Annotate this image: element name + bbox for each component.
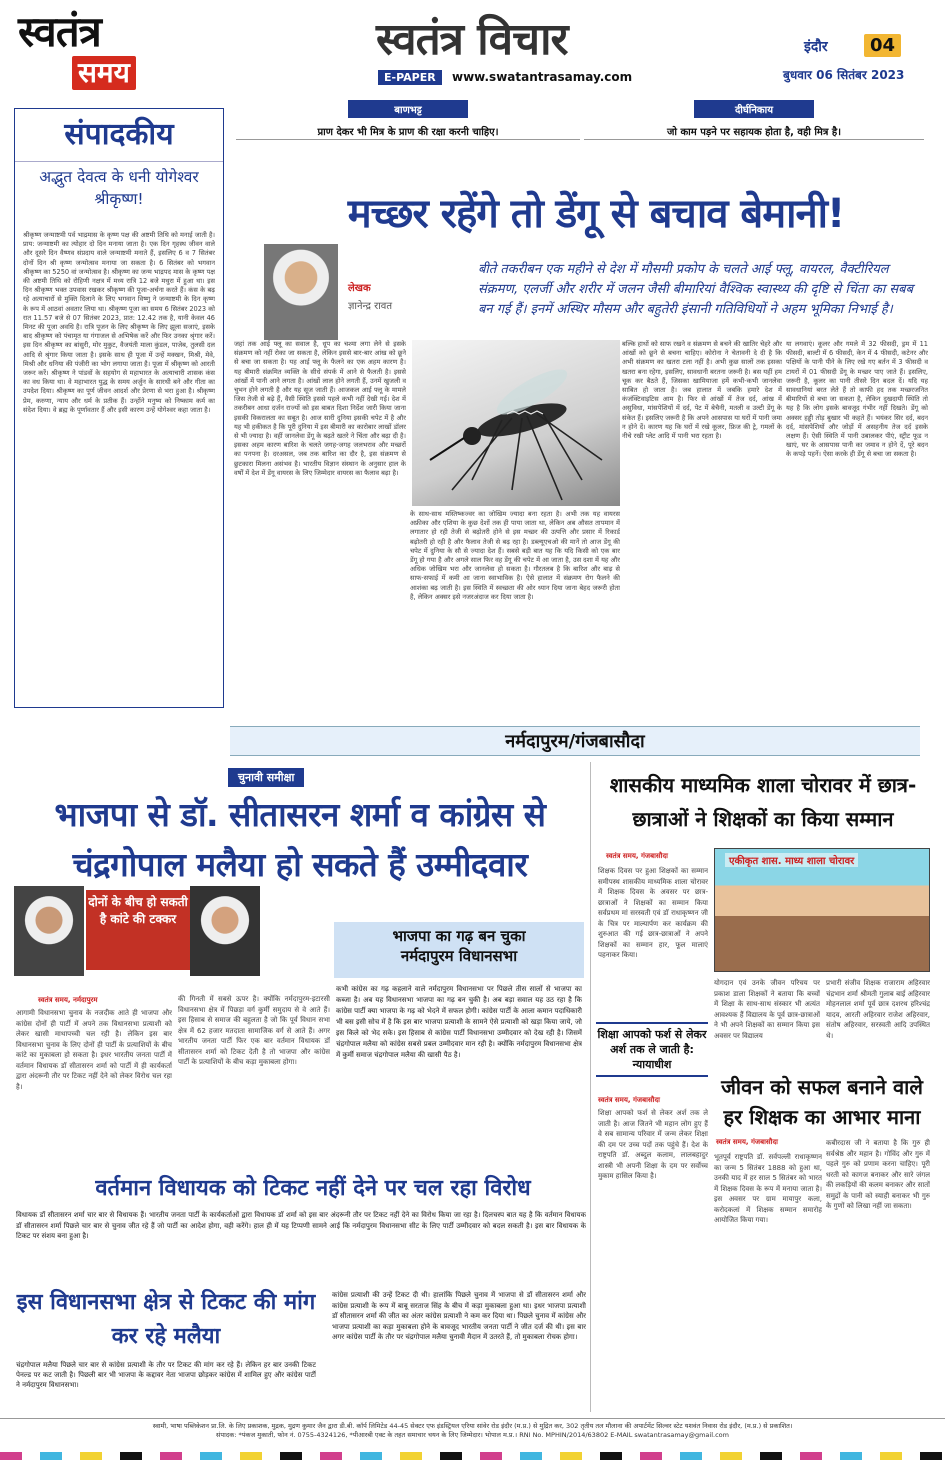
quote-source: बाणभट्ट (348, 100, 468, 118)
color-registration-marks (0, 1452, 945, 1460)
highlight-box: दोनों के बीच हो सकती है कांटे की टक्कर (86, 890, 190, 970)
quote-source: दीर्घनिकाय (694, 100, 814, 118)
site-url-link[interactable]: www.swatantrasamay.com (452, 70, 633, 84)
quote-right (584, 100, 924, 140)
article-body: कभी कांग्रेस का गढ़ कहलाने वाले नर्मदापुरम विधानसभा पर पिछले तीस सालों से भाजपा का कब्जा है। अब यह विधानसभा भाजपा का गढ़ बन चुकी है। अब बड़ा सवाल यह उठ रहा है कि कांग्रेस पार्टी क्या भाजपा के गढ़ को भेदने में सफल होगी। कांग्रेस पार्टी के आला कमान पदाधिकारी भी बस इसी सोच में है कि इस बार भाजपा प्रत्याशी के सामने ऐसे प्रत्याशी को खड़ा किया जाये, जो इस किले को भेद सके। इस हिसाब से कांग्रेस पार्टी विधानसभा उम्मीदवार को देख रही है। जिसमें चंद्रगोपाल मलैया को कांग्रेस सबसे प्रबल उम्मीदवार मान रही है। क्योंकि नर्मदापुरम विधानसभा क्षेत्र में कुर्मी समाज चंद्रगोपाल मलैया की खासी पैठ है। (336, 985, 582, 1059)
byline: स्वतंत्र समय, गंजबासौदा (716, 1138, 778, 1146)
headline-line: भाजपा से डॉ. सीतासरन शर्मा व कांग्रेस से (54, 795, 546, 834)
imprint-footer (0, 1418, 945, 1444)
article-column: शिक्षक दिवस पर हुआ शिक्षकों का सम्मान समीपस्थ शासकीय माध्यमिक शाला चोरावर में शिक्षक दिवस के अवसर पर छात्र-छात्राओं ने शिक्षकों का सम्मान किया सर्वप्रथम मां सरस्वती एवं डॉ राधाकृष्णन जी के चित्र पर माल्यार्पण कर कार्यक्रम की शुरुआत की गई छात्र-छात्राओं ने अपने शिक्षकों का सम्मान हार, फूल मालाएं पहनाकर किया। (598, 867, 708, 959)
subheadline: वर्तमान विधायक को टिकट नहीं देने पर चल रहा विरोध (95, 1176, 531, 1201)
brand-logo (18, 8, 168, 96)
brand-name-top: स्वतंत्र (18, 7, 101, 56)
subheadline: जीवन को सफल बनाने वाले हर शिक्षक का आभार माना (721, 1075, 923, 1129)
school-headline: शासकीय माध्यमिक शाला चोरावर में छात्र-छात्राओं ने शिक्षकों का किया सम्मान (609, 773, 917, 831)
imprint-line: संपादक: *पंकज मुकाती, फोन नं. 0755-4324126, *पीआरबी एक्ट के तहत समाचार चयन के लिए जिम्मेदार। भोपाल म.प्र.। RNI No. MPHIN/2014/63802 E-MAIL swatantrasamay@gmail.com (216, 1431, 729, 1439)
imprint-line: स्वामी, भाषा पब्लिकेशन प्रा.लि. के लिए प्रकाशक, मुद्रक, मुद्रण कुमार जैन द्वारा डी.बी. कॉर्प लिमिटेड 44-45 सेक्टर एफ इंडस्ट्रियल एरिया सांवेर रोड इंदौर (म.प्र.) से मुद्रित कर, 302 तृतीय तल मौलाना की अपार्टमेंट सिल्वर स्टेट यशवंत निवास रोड इंदौर, (म.प्र.) से प्रकाशित। (152, 1422, 793, 1430)
subheadline: इस विधानसभा क्षेत्र से टिकट की मांग कर रहे मलैया (16, 1290, 316, 1349)
article-column: प्रभारी संजीव शिक्षक राजाराम अहिरवार चंद्रभान शर्मा श्रीमती गुलाब बाई अहिरवार मोहनलाल शर्मा पूर्व छात्र दशरथ हरिश्चंद्र यादव, आरती अहिरवार राजेश अहिरवार, संतोष अहिरवार, सरस्वती आदि उपस्थित थे। (826, 979, 930, 1040)
subhead-line: नर्मदापुरम विधानसभा (400, 947, 518, 965)
main-headline: मच्छर रहेंगे तो डेंगू से बचाव बेमानी! (347, 191, 845, 237)
editorial-title: अद्भुत देवत्व के धनी योगेश्वर श्रीकृष्ण! (15, 161, 223, 210)
quote-headline: शिक्षा आपको फर्श से लेकर अर्श तक ले जाती है: न्यायाधीश (596, 1022, 708, 1077)
main-deck: बीते तकरीबन एक महीने से देश में मौसमी प्रकोप के चलते आई फ्लू, वायरल, वैक्टीरियल संक्रमण, एलर्जी और शरीर में जलन जैसी बीमारियां वैश्विक स्वास्थ्य की दृष्टि से चिंता का सबब बन गई हैं। इनमें अस्थिर मौसम और बहुतेरी इंसानी गतिविधियों ने अहम भूमिका निभाई है। (478, 262, 914, 317)
mosquito-photo (412, 340, 620, 506)
author-photo (264, 244, 338, 340)
article-column: योगदान एवं उनके जीवन परिचय पर प्रकाश डाला शिक्षकों ने बताया कि बच्चों में शिक्षा के साथ-साथ संस्कार भी अत्यंत आवश्यक हैं विद्यालय के पूर्व छात्र-छात्राओं ने भी अपने शिक्षकों का सम्मान किया इस अवसर पर विद्यालय (714, 979, 820, 1040)
article-column: भूतपूर्व राष्ट्रपति डॉ. सर्वपल्ली राधाकृष्णन का जन्म 5 सितंबर 1888 को हुआ था, उनकी याद में हर साल 5 सितंबर को भारत में शिक्षक दिवस के रूप में मनाया जाता है। इस अवसर पर ग्राम मायापुर कला, करोदकलां में शिक्षक सम्मान समारोह आयोजित किया गया। (714, 1153, 822, 1224)
page-title: स्वतंत्र विचार (376, 14, 568, 65)
article-body: विधायक डॉ सीतासरन शर्मा चार बार से विधायक हैं। भारतीय जनता पार्टी के कार्यकर्ताओं द्वारा विधायक डॉ शर्मा को इस बार अंदरूनी तौर पर टिकट नहीं देने का विरोध किया जा रहा है। दिलचस्प बात यह है कि वर्तमान विधायक डॉ सीतासरन शर्मा पिछले चार बार से चुनाव जीत रहे हैं जो पार्टी का आदेश होगा, वही करेंगे। हाल ही में यह टिप्पणी सामने आई कि नर्मदापुरम विधानसभा सीट के लिए पार्टी उम्मीदवार को बदल सकती है। इस बार विधायक के टिकट पर संशय बना हुआ है। (16, 1211, 586, 1240)
school-photo (714, 848, 930, 972)
brand-name-bottom: समय (72, 56, 136, 90)
subhead-box (334, 922, 584, 978)
article-column: जहां तक आई फ्लू का सवाल है, धूप का चश्मा लगा लेने से इसके संक्रमण को नहीं रोका जा सकता है, लेकिन इससे बार-बार आंख को छूने से बचा जा सकता है। यह आई फ्लू के फैलने का एक अहम कारण है। यह बीमारी संक्रमित व्यक्ति के सीधे संपर्क में आने से फैलती है। इससे आंखों में पानी आने लगता है। आंखों लाल होने लगती हैं, उनमें खुजली व चुभन होने लगती है और यह सूज जाती हैं। आजकल आई फ्लू के मामले जिस तेजी से बढ़े हैं, वैसी स्थिति इससे पहले कभी नहीं देखी गई। देश में तकरीबन आधा दर्जन राज्यों को इस बाबत दिशा निर्देश जारी किया जाना इसकी विकरालता का सबूत है। आज सारी दुनिया इसकी चपेट में है और यह भी हकीकत है कि पूरी दुनिया में इस बीमारी का कारोबार लाखों डॉलर से भी ज्यादा है। वहीं जानलेवा डेंगू के बढ़ते खतरे ने चिंता और बढ़ा दी है। इसका अहम कारण बारिश के चलते जगह-जगह जलभराव और मच्छरों का पनपना है। दरअसल, जब तक बारिश का दौर है, इस संक्रमण से छुटकारा मिलना असंभव है। भारतीय विज्ञान संस्थान के अनुसार हाल के वर्षों में देश में डेंगू वायरस के लिए जिम्मेदार वायरस का फैलाव बढ़ा है। (234, 340, 406, 477)
article-body: कांग्रेस प्रत्याशी की उन्हें टिकट दी थी। हालांकि पिछले चुनाव में भाजपा से डॉ सीतासरन शर्मा और कांग्रेस प्रत्याशी के रूप में बाबू सरताज सिंह के बीच में कड़ा मुकाबला हुआ था। इधर भाजपा प्रत्याशी डॉ सीतासरन शर्मा की जीत का अंतर कांग्रेस प्रत्याशी ने कम कर दिया था। पिछले चुनाव में कांग्रेस और भाजपा प्रत्याशी का कड़ा मुकाबला होने के बावजूद भारतीय जनता पार्टी ने जीत दर्ज की थी। इस बार अगर कांग्रेस पार्टी के तौर पर चंद्रगोपाल मलैया चुनावी मैदान में उतरते हैं, तो मुकाबला रोचक होगा। (332, 1291, 586, 1342)
byline: स्वतंत्र समय, गंजबासौदा (598, 1096, 660, 1104)
article-column: शिक्षा आपको फर्श से लेकर अर्श तक ले जाती है। आज जितने भी महान लोग हुए हैं वे सब सामान्य परिवार में जन्म लेकर शिक्षा की दम पर उच्च पदों तक पहुंचे हैं। देश के राष्ट्रपति डॉ. अब्दुल कलाम, लालबहादुर शास्त्री भी अपनी शिक्षा के दम पर सर्वोच्च मुकाम हासिल किया है। (598, 1109, 708, 1180)
article-body: चंद्रगोपाल मलैया पिछले चार बार से कांग्रेस प्रत्याशी के तौर पर टिकट की मांग कर रहे हैं। लेकिन हर बार उनकी टिकट पेनल्ड पर कट जाती है। पिछली बार भी भाजपा के कद्दावर नेता भाजपा छोड़कर कांग्रेस में शामिल हुए और कांग्रेस पार्टी ने नर्मदापुरम विधानसभा। (16, 1361, 316, 1389)
photo-signboard: एकीकृत शास. माध्य शाला चोरावर (725, 853, 858, 867)
subhead-line: भाजपा का गढ़ बन चुका (392, 927, 526, 945)
article-column: आगामी विधानसभा चुनाव के नजदीक आते ही भाजपा और कांग्रेस दोनों ही पार्टी में अपने तक विधानसभा प्रत्याशी को लेकर खासी माथापच्ची चल रही है। लेकिन इस बार विधानसभा चुनाव के लिए दोनों ही पार्टी के प्रत्याशियों के बीच कांटे का मुकाबला हो सकता है। इधर भारतीय जनता पार्टी में वर्तमान विधायक डॉ सीतासरन शर्मा को पार्टी में ही कार्यकर्ता द्वारा अंदरूनी तौर पर टिकट नहीं देने को लेकर विरोध चल रहा है। (16, 1009, 172, 1091)
article-column: की गिनती में सबसे ऊपर है। क्योंकि नर्मदापुरम-इटारसी विधानसभा क्षेत्र में पिछड़ा वर्ग कुर्मी समुदाय से वे आते हैं। इस हिसाब से समाज की बहुलता है जो कि पूर्व विधान सभा क्षेत्र में 62 हजार मतदाता सामाजिक वर्ग से आते हैं। अगर भारतीय जनता पार्टी फिर एक बार वर्तमान विधायक डॉ सीतासरन शर्मा को टिकट देती है तो भाजपा और कांग्रेस पार्टी के प्रत्याशियों के बीच कड़ा मुकाबला होगा। (178, 995, 330, 1066)
byline: स्वतंत्र समय, नर्मदापुरम (38, 996, 98, 1004)
mosquito-icon (412, 340, 620, 506)
author-name: ज्ञानेन्द्र रावत (348, 301, 393, 312)
candidate-photo (14, 886, 84, 976)
author-label: लेखक (348, 283, 371, 294)
candidate-photo (190, 886, 260, 976)
article-column: के साथ-साथ मस्तिष्कज्वर का जोखिम ज्यादा बना रहता है। अभी तक यह वायरस अफ्रीका और एशिया के कुछ देशों तक ही पाया जाता था, लेकिन अब औसत तापमान में लगातार हो रही तेजी से बढ़ोतरी होने से इस मच्छर की उत्पत्ति और प्रसार में रिकार्ड बढ़ोतरी हो रही है और फैलाव तेजी से बढ़ रहा है। डब्ल्यूएचओ की मानें तो आज डेंगू की चपेट में दुनिया के सौ से ज्यादा देश हैं। सबसे बड़ी बात यह कि यदि किसी को एक बार डेंगू हो गया है और अगले साल फिर वह डेंगू की चपेट में आ जाता है, उस दशा में यह और अधिक जोखिम भरा और जानलेवा हो सकता है। गौरतलब है कि बारिश और बाढ़ से साफ-सफाई में कमी आ जाना स्वाभाविक है। ऐसे हालात में संक्रमण रोग फैलने की आशंका बढ़ जाती है। इस स्थिति में स्वच्छता की ओर ध्यान दिया जाना बेहद जरूरी होता है, लेकिन अक्सर इसे नजरअंदाज कर दिया जाता है। (410, 510, 620, 601)
article-column: कबीरदास जी ने बताया है कि गुरु ही सर्वश्रेष्ठ और महान है। गोविंद और गुरु में पहले गुरु को प्रणाम करना चाहिए। पूरी धरती को कागज बनाकर और सारे जंगल की लकड़ियों की कलम बनाकर और सातों समुद्रों के पानी को स्याही बनाकर भी गुरु के गुणों को लिखा नहीं जा सकता। (826, 1139, 930, 1210)
quote-left (236, 100, 580, 140)
byline: स्वतंत्र समय, गंजबासौदा (606, 852, 668, 860)
editorial-column (14, 108, 224, 708)
article-column: बल्कि हाथों को साफ रखने व संक्रमण से बचने की खातिर चेहरे और आंखों को छूने से बचना चाहिए। कोरोना ने चेतावनी दे दी है कि अभी संक्रमण का खतरा टला नहीं है। अभी कुछ सालों तक इसका खतरा बना रहेगा, इसलिए, सावधानी बरतना जरूरी है। बस यहीं हम चूक कर बैठते हैं, जिसका खामियाजा हमें कभी-कभी जानलेवा साबित हो जाता है। जब हालात में जबकि हमारे देश में कंजंक्टिवाइटिस आम है। फिर से आंखों में तेज दर्द, आंख में असुविधा, मांसपेशियों में दर्द, पेट में बेचैनी, मतली व उल्टी डेंगू के संकेत हैं। इसलिए जरूरी है कि अपने आसपास या घरों में पानी जमा न होने दें। कारण यह कि घरों में रखे कूलर, फ्रिज की ट्रे, गमलों के नीचे रखी प्लेट आदि में पानी भरा रहता है। (622, 340, 782, 441)
election-headline (14, 790, 586, 890)
headline-line: चंद्रगोपाल मलैया हो सकते हैं उम्मीदवार (72, 845, 528, 884)
quote-text: जो काम पड़ने पर सहायक होता है, वही मित्र है। (666, 127, 842, 138)
page-number-badge: 04 (864, 34, 901, 57)
quote-text: प्राण देकर भी मित्र के प्राण की रक्षा करनी चाहिए। (317, 127, 499, 138)
category-tag: चुनावी समीक्षा (228, 768, 304, 787)
section-bar: नर्मदापुरम/गंजबासौदा (230, 726, 920, 756)
editorial-heading: संपादकीय (64, 117, 174, 152)
column-divider (590, 762, 591, 1412)
issue-date: बुधवार 06 सितंबर 2023 (783, 68, 905, 82)
epaper-tag: E-PAPER (378, 70, 442, 85)
editorial-body: श्रीकृष्ण जन्माष्टमी पर्व भाद्रमास के कृष्ण पक्ष की अष्टमी तिथि को मनाई जाती है। प्राय: जन्माष्टमी का त्योहार दो दिन मनाया जाता है। एक दिन गृहस्थ जीवन वाले और दूसरे दिन वैष्णव संप्रदाय वाले जन्माष्टमी मनाते हैं, इसलिए 6 व 7 सितंबर दोनों दिन श्री कृष्ण जन्मोत्सव मनाया जा सकता है। 6 सितंबर को भगवान श्रीकृष्ण का 5250 वां जन्मोत्सव है। श्रीकृष्ण का जन्म भाद्रपद मास के कृष्ण पक्ष की अष्टमी तिथि को रोहिणी नक्षत्र में मध्य रात्रि 12 बजे मथुरा में हुआ था। इस दिन श्रीकृष्ण भक्त उपवास रखकर श्रीकृष्ण की पूजा-अर्चना करते हैं। कंस के बढ़ रहे अत्याचारों से मुक्ति दिलाने के लिए भगवान विष्णु ने जन्माष्टमी के दिन कृष्ण के रूप में आठवां अवतार लिया था। श्रीकृष्ण पूजा का समय 6 सितंबर 2023 को रात 11.57 बजे से 07 सितंबर 2023, प्रात: 12.42 तक है, यानी केवल 46 मिनट की पूजा अवधि है। रात्रि पूजन के लिए श्रीकृष्ण के लिए झूला सजाएं, इसके बाद श्रीकृष्ण को पंचामृत या गंगाजल से अभिषेक करें और फिर उनका श्रृंगार करें। इस दिन श्रीकृष्ण का बांसुरी, मोर मुकुट, वैजयंती माला कुंडल, पाजेब, तुलसी दल आदि से श्रृंगार किया जाता है। इसके साथ ही पूजा में उन्हें मक्खन, मिश्री, मेवे, मिश्री और धनिया की पंजीरी का भोग लगाया जाता है। पूजा में श्रीकृष्ण को आरती जरूर करें। श्रीकृष्ण ने पांडवों के सहयोग से महाभारत के अत्याचारी शासक कंस का वध किया था। वे महाभारत युद्ध के समय अर्जुन के सारथी बने और गीता का उपदेश दिया। श्रीकृष्ण का पूर्ण जीवन आदर्श और प्रेरणा से भरा हुआ है। श्रीकृष्ण प्रेम, करुणा, न्याय और धर्म के प्रतीक हैं। उन्होंने मनुष्य को निष्काम कर्म का संदेश दिया। वे ब्रह्म के पूर्णावतार हैं और इसी कारण उन्हें योगेश्वर कहा जाता है। (23, 231, 215, 414)
article-column: या लगवाएं। कूलर और गमले में 32 फीसदी, ड्रम में 11 फीसदी, बाल्टी में 6 फीसदी, केन में 4 फीसदी, कटेनर और पक्षियों के पानी पीने के लिए रखे गए बर्तन में 3 फीसदी व टायरों में 01 फीसदी डेंगू के मच्छर पाए जाते हैं। इसलिए, जरूरी है, कूलर का पानी तीसरे दिन बदल दें। यदि यह सावधानियां बरत लेते हैं तो काफी हद तक मच्छरजनित बीमारियों से बचा जा सकता है, लेकिन दुखदायी स्थिति तो यह है कि लोग इसके बावजूद गंभीर नहीं दिखते। डेंगू को अक्सर हड्डी तोड़ बुखार भी कहते हैं। भयंकर सिर दर्द, बदन दर्द, मांसपेशियों और जोड़ों में असहनीय तेज दर्द इसके लक्षण हैं। ऐसी स्थिति में पानी उबालकर पीएं, स्ट्रीट फूड न खाएं, घर के आसपास पानी का जमाव न होने दें, पूरे बदन के कपड़े पहनें। ऐसा करके ही डेंगू से बचा जा सकता है। (786, 340, 928, 459)
edition-city: इंदौर (804, 39, 828, 55)
